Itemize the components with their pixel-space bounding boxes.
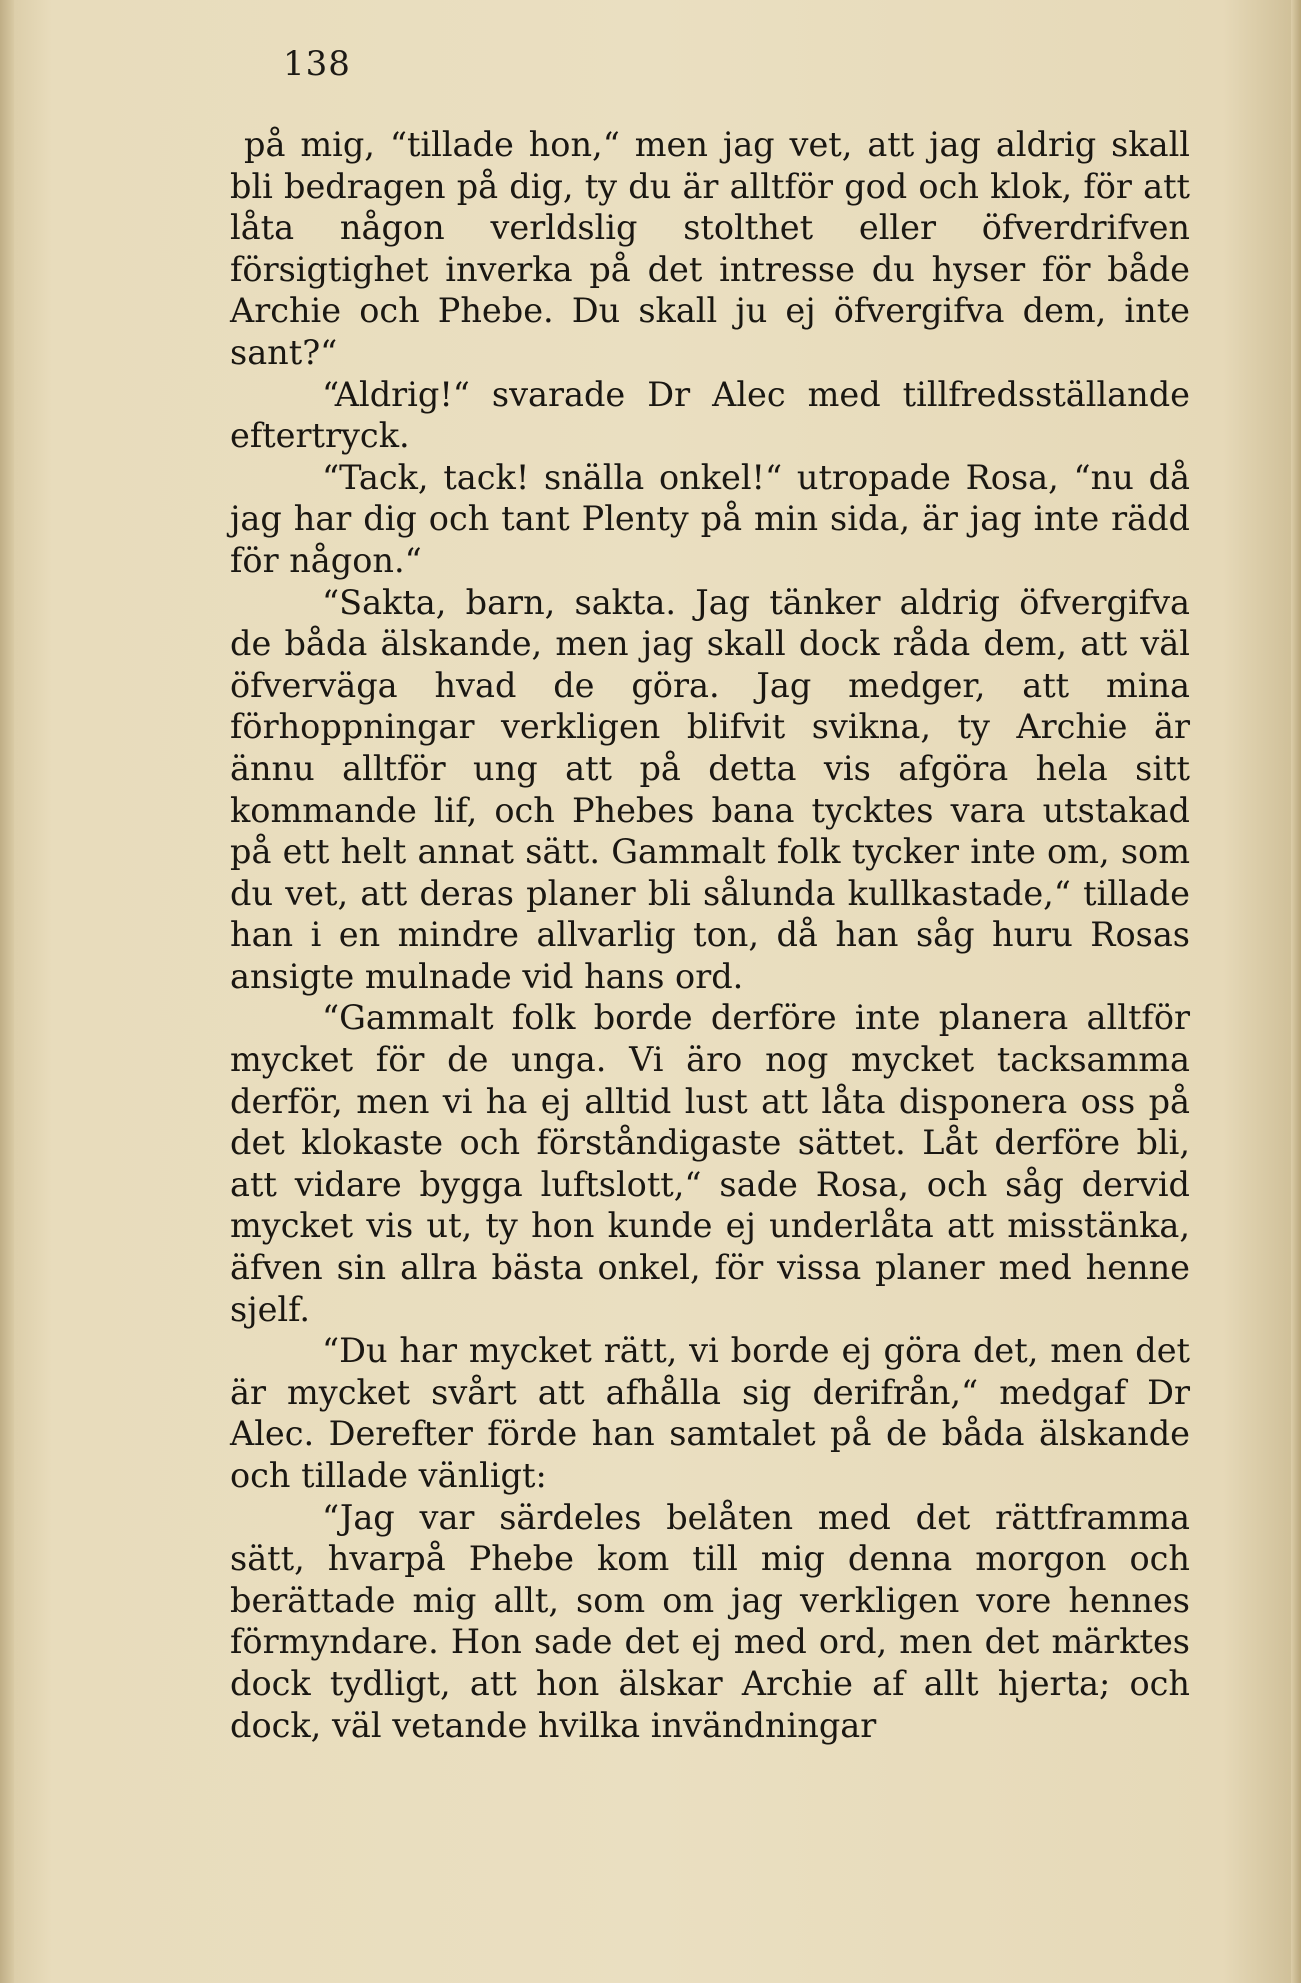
body-text [230,124,1190,1746]
paragraph: “Jag var särdeles belåten med det rättframma sätt, hvarpå Phebe kom till mig denna morgon och berättade mig allt, som om jag verkligen vore hennes förmyndare. Hon sade det ej med ord, men det märktes dock tydligt, att hon älskar Archie af allt hjerta; och dock, väl vetande hvilka invändningar [230,1497,1190,1745]
paragraph: “Du har mycket rätt, vi borde ej göra det, men det är mycket svårt att afhålla sig derifrån,“ medgaf Dr Alec. Derefter förde han samtalet på de båda älskande och tillade vänligt: [230,1331,1190,1495]
page-edge-left [0,0,14,1983]
paragraph: “Tack, tack! snälla onkel!“ utropade Rosa, “nu då jag har dig och tant Plenty på min sida, är jag inte rädd för någon.“ [230,457,1190,580]
paragraph: “Gammalt folk borde derföre inte planera alltför mycket för de unga. Vi äro nog mycket tacksamma derför, men vi ha ej alltid lust att låta disponera oss på det klokaste och förståndigaste sättet. Låt derföre bli, att vidare bygga luftslott,“ sade Rosa, och såg dervid mycket vis ut, ty hon kunde ej underlåta att misstänka, äfven sin allra bästa onkel, för vissa planer med henne sjelf. [230,998,1190,1329]
paragraph: “Sakta, barn, sakta. Jag tänker aldrig öfvergifva de båda älskande, men jag skall dock råda dem, att väl öfverväga hvad de göra. Jag medger, att mina förhoppningar verkligen blifvit svikna, ty Archie är ännu alltför ung att på detta vis afgöra hela sitt kommande lif, och Phebes bana tycktes vara utstakad på ett helt annat sätt. Gammalt folk tycker inte om, som du vet, att deras planer bli sålunda kullkastade,“ tillade han i en mindre allvarlig ton, då han såg huru Rosas ansigte mulnade vid hans ord. [230,582,1190,996]
paragraph: “Aldrig!“ svarade Dr Alec med tillfredsställande eftertryck. [230,374,1190,456]
page-edge-right [1291,0,1301,1983]
paragraph: på mig, “tillade hon,“ men jag vet, att jag aldrig skall bli bedragen på dig, ty du är alltför god och klok, för att låta någon verldslig stolthet eller öfverdrifven försigtighet inverka på det intresse du hyser för både Archie och Phebe. Du skall ju ej öfvergifva dem, inte sant?“ [230,125,1190,372]
page-number: 138 [283,44,351,84]
